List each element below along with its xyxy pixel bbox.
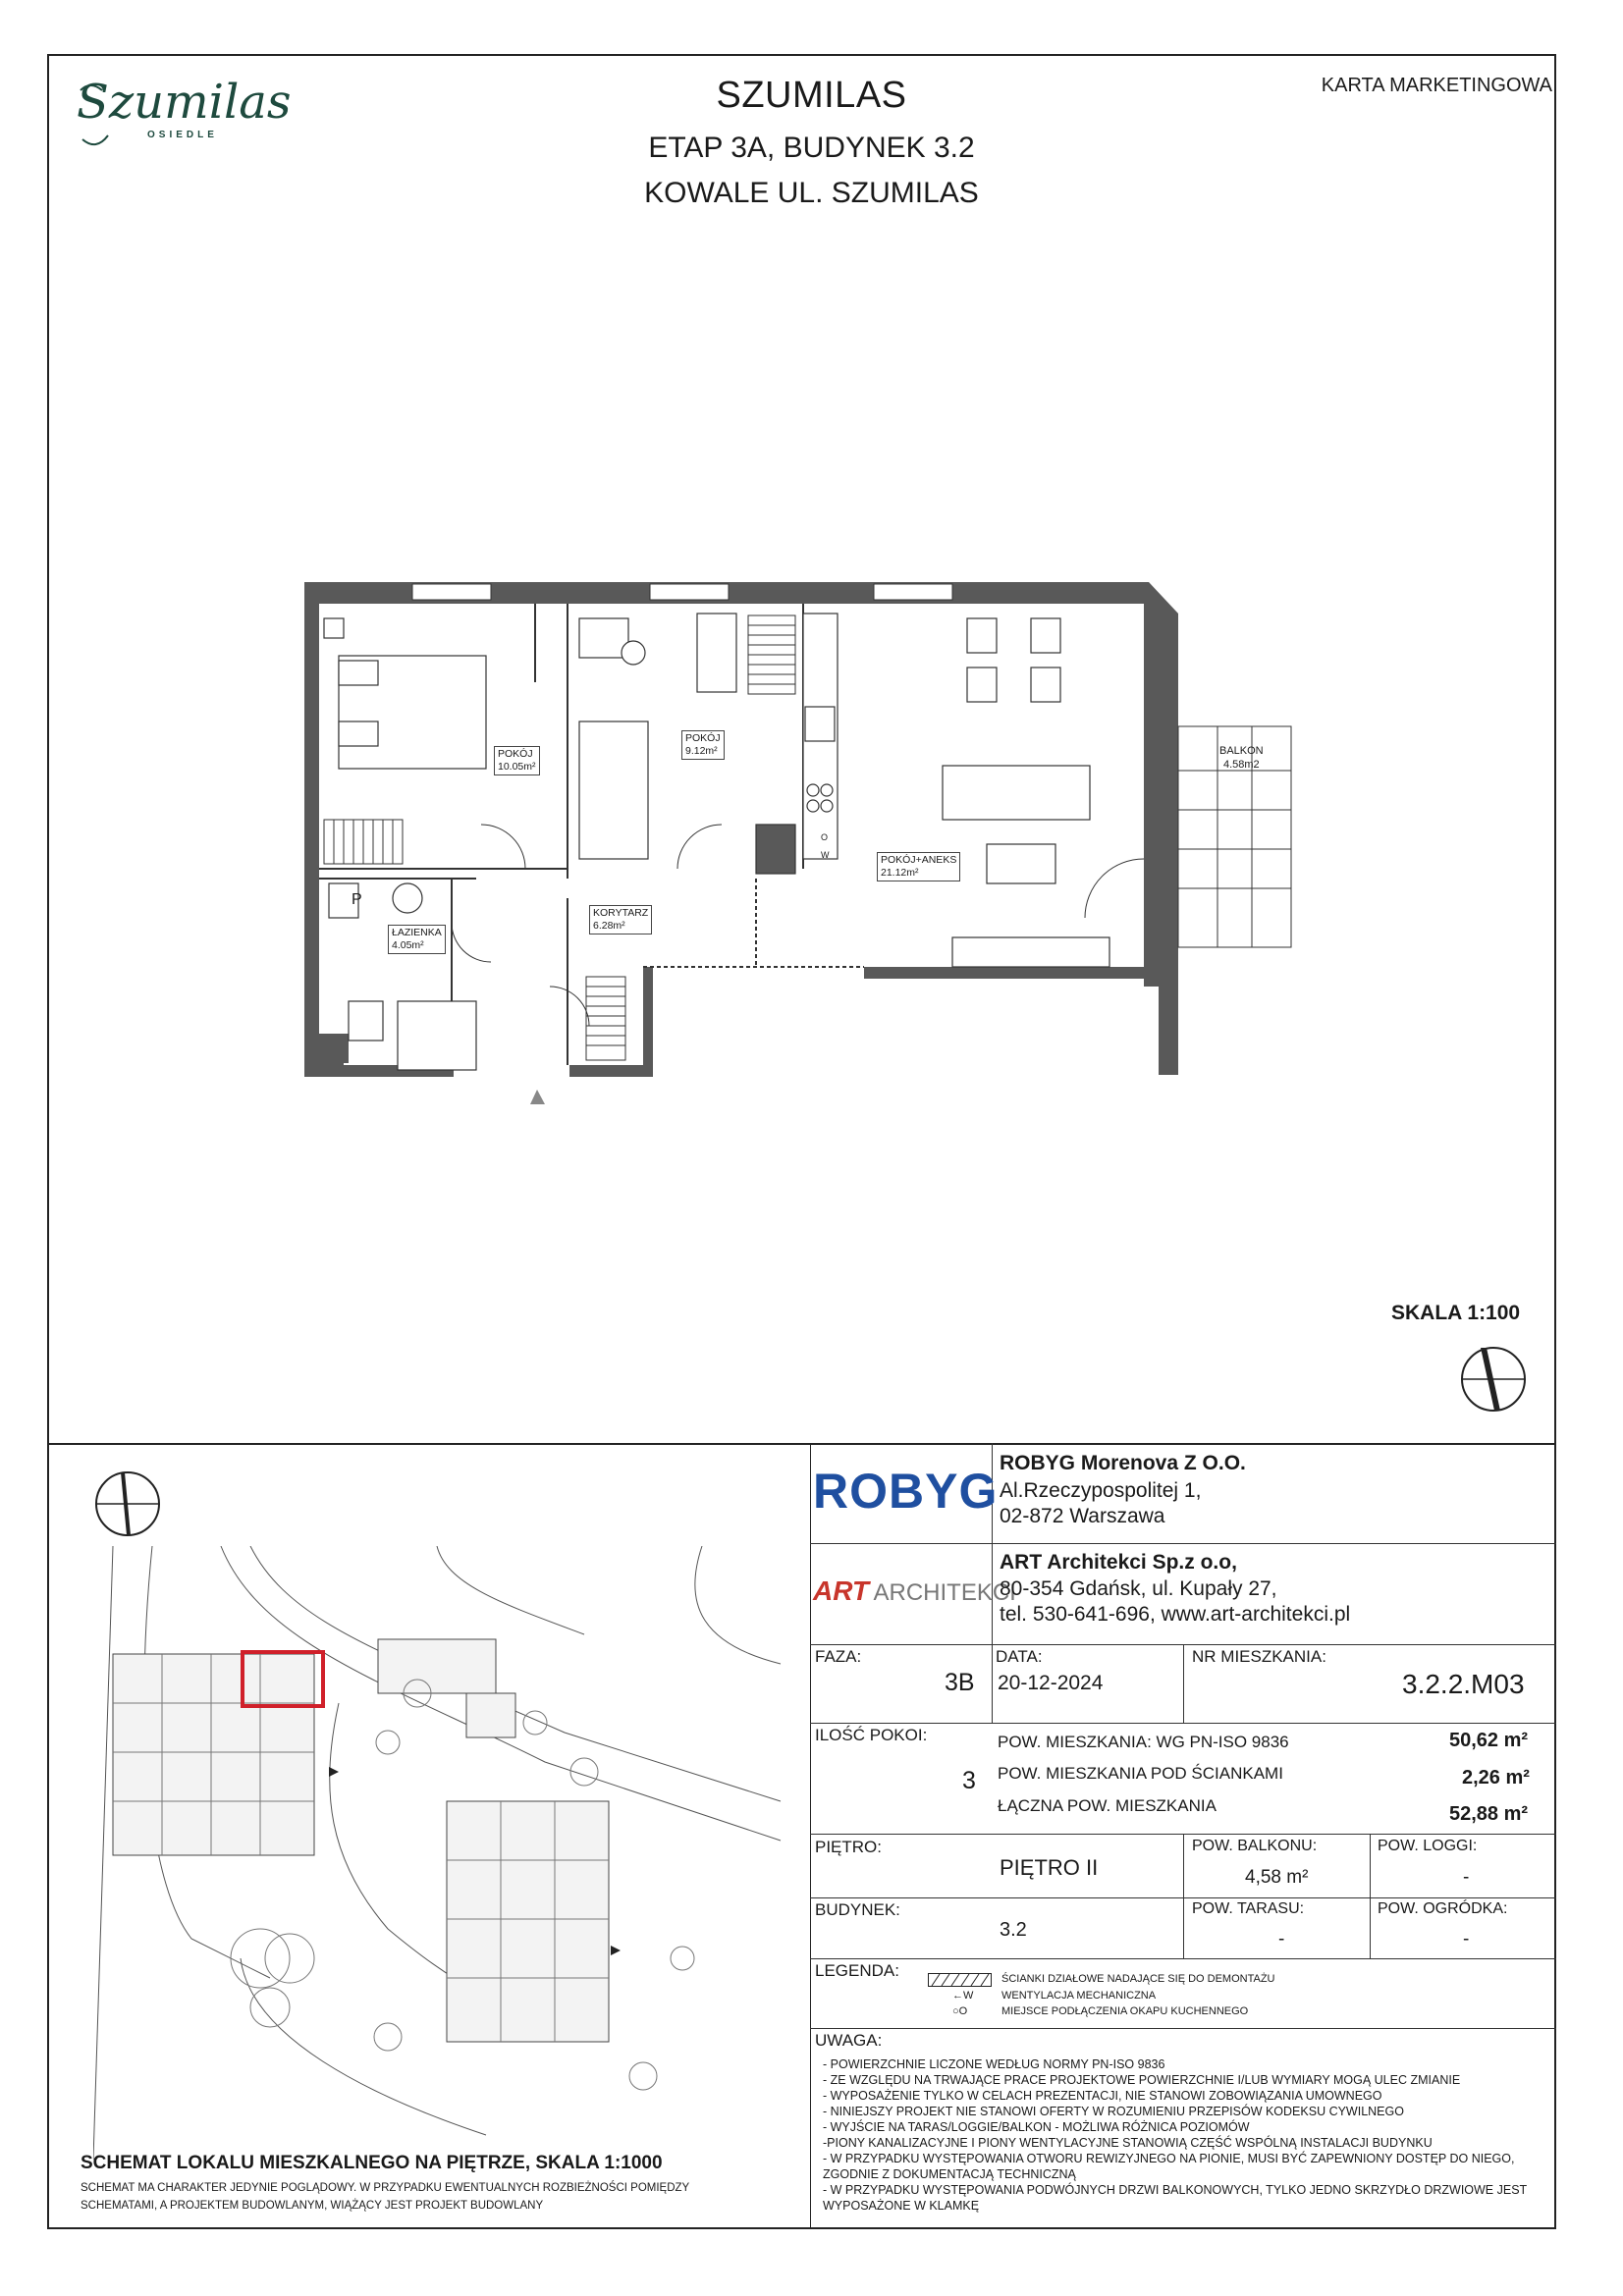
loggia-label: POW. LOGGI: [1378,1838,1478,1854]
room-label-bathroom: ŁAZIENKA 4.05m² [388,925,446,954]
site-plan [93,1546,785,2160]
divider-7 [810,2028,1556,2029]
room-label-corridor: KORYTARZ 6.28m² [589,905,652,934]
divider-3 [810,1723,1556,1724]
p-marker: P [352,891,362,908]
art-architekci-logo [813,1575,1016,1607]
column-divider [810,1443,811,2229]
data-label: DATA: [996,1647,1043,1666]
note-item: - W PRZYPADKU WYSTĘPOWANIA PODWÓJNYCH DRZWI BALKONOWYCH, TYLKO JEDNO SKRZYDŁO DRZWIOWE JEST WYPOSAŻONE W KLAMKĘ [823,2183,1527,2213]
notes-label: UWAGA: [815,2031,883,2050]
taras-label: POW. TARASU: [1192,1900,1305,1917]
art-logo-mark: ART [813,1575,870,1606]
site-desc-1: SCHEMAT MA CHARAKTER JEDYNIE POGLĄDOWY. W PRZYPADKU EWENTUALNYCH ROZBIEŻNOŚCI POMIĘDZY [81,2182,690,2194]
pokoje-value: 3 [962,1767,976,1794]
entry-arrow-icon [530,1090,545,1104]
pietro-label: PIĘTRO: [815,1838,883,1856]
balkon-divider [1370,1834,1371,1958]
faza-divider [992,1644,993,1723]
card-type: KARTA MARKETINGOWA [1321,75,1552,96]
room-label-bedroom2: POKÓJ 9.12m² [681,730,725,760]
art-logo-text: ARCHITEKCI [873,1579,1016,1606]
legend-item-2: WENTYLACJA MECHANICZNA [1001,1990,1157,2002]
divider-1 [810,1543,1556,1544]
entry-marker-1-icon [329,1767,339,1777]
site-desc-2: SCHEMATAMI, A PROJEKTEM BUDOWLANYM, WIĄŻĄCY JEST PROJEKT BUDOWLANY [81,2200,544,2212]
subtitle-location: KOWALE UL. SZUMILAS [644,177,979,209]
plan-scale: SKALA 1:100 [1391,1302,1521,1324]
developer-address-1: Al.Rzeczypospolitej 1, [1000,1479,1202,1502]
floor-plan [295,574,1296,1124]
note-item: - POWIERZCHNIE LICZONE WEDŁUG NORMY PN-ISO 9836 [823,2057,1165,2071]
note-item: - WYJŚCIE NA TARAS/LOGGIE/BALKON - MOŻLIWA RÓŻNICA POZIOMÓW [823,2120,1250,2134]
plan-furniture [324,614,1109,1070]
subtitle-stage: ETAP 3A, BUDYNEK 3.2 [648,132,975,164]
pietro-divider [1183,1834,1184,1958]
hatch-wall-icon [928,1973,992,1987]
architect-address-2: tel. 530-641-696, www.art-architekci.pl [1000,1603,1351,1626]
north-arrow-icon [1459,1345,1528,1414]
pow2-value: 2,26 m² [1462,1767,1530,1789]
architect-address-1: 80-354 Gdańsk, ul. Kupały 27, [1000,1577,1277,1600]
pow1-value: 50,62 m² [1449,1730,1529,1751]
divider-6 [810,1958,1556,1959]
balkon-label: POW. BALKONU: [1192,1838,1318,1854]
balkon-value: 4,58 m² [1245,1867,1309,1888]
site-title: SCHEMAT LOKALU MIESZKALNEGO NA PIĘTRZE, SKALA 1:1000 [81,2153,663,2173]
data-divider [1183,1644,1184,1723]
pokoje-label: ILOŚĆ POKOI: [815,1726,928,1744]
vent-w-label: W [821,850,830,860]
pow3-value: 52,88 m² [1449,1803,1529,1825]
loggia-value: - [1463,1867,1470,1888]
legend-w-icon: ←W [952,1990,974,2002]
note-item: - WYPOSAŻENIE TYLKO W CELACH PREZENTACJI, NIE STANOWI ZOBOWIĄZANIA UMOWNEGO [823,2089,1382,2103]
site-plan-buildings [113,1639,609,2042]
taras-value: - [1278,1929,1285,1949]
nr-value: 3.2.2.M03 [1402,1669,1525,1699]
robyg-logo: ROBYG [813,1464,999,1519]
site-north-arrow-icon [93,1469,162,1538]
budynek-value: 3.2 [1000,1919,1027,1941]
note-item: - W PRZYPADKU WYSTĘPOWANIA OTWORU REWIZYJNEGO NA PIONIE, MUSI BYĆ ZAPEWNIONY DOSTĘP DO NIEGO, ZGODNIE Z DOKUMENTACJĄ TECHNICZNĄ [823,2152,1515,2181]
note-item: - NINIEJSZY PROJEKT NIE STANOWI OFERTY W ROZUMIENIU PRZEPISÓW KODEKSU CYWILNEGO [823,2105,1404,2118]
pow3-label: ŁĄCZNA POW. MIESZKANIA [998,1796,1217,1815]
nr-label: NR MIESZKANIA: [1192,1647,1326,1666]
room-label-bedroom1: POKÓJ 10.05m² [494,746,540,775]
ogrodek-value: - [1463,1929,1470,1949]
legend-label: LEGENDA: [815,1961,899,1980]
developer-address-2: 02-872 Warszawa [1000,1505,1165,1527]
pietro-value: PIĘTRO II [1000,1855,1099,1880]
faza-label: FAZA: [815,1647,862,1666]
architect-name: ART Architekci Sp.z o.o, [1000,1551,1237,1574]
legend-o-icon: ○O [952,2005,968,2017]
legend-item-1: ŚCIANKI DZIAŁOWE NADAJĄCE SIĘ DO DEMONTAŻU [1001,1973,1275,1985]
pow1-label: POW. MIESZKANIA: WG PN-ISO 9836 [998,1733,1289,1751]
pow2-label: POW. MIESZKANIA POD ŚCIANKAMI [998,1764,1283,1783]
budynek-label: BUDYNEK: [815,1900,900,1919]
vent-o-label: O [821,832,829,842]
faza-value: 3B [945,1669,975,1696]
developer-name: ROBYG Morenova Z O.O. [1000,1452,1246,1474]
room-label-balcony: BALKON 4.58m2 [1219,745,1264,771]
logo-subtext: OSIEDLE [147,130,218,140]
legend-item-3: MIEJSCE PODŁĄCZENIA OKAPU KUCHENNEGO [1001,2005,1249,2017]
note-item: - ZE WZGLĘDU NA TRWAJĄCE PRACE PROJEKTOWE POWIERZCHNIE I/LUB WYMIARY MOGĄ ULEC ZMIANIE [823,2073,1461,2087]
note-item: -PIONY KANALIZACYJNE I PIONY WENTYLACYJNE STANOWIĄ CZĘŚĆ WSPÓLNĄ INSTALACJI BUDYNKU [823,2136,1433,2150]
notes-list [823,2056,1540,2214]
room-label-living-kitchen: POKÓJ+ANEKS 21.12m² [877,852,960,881]
logo-text: Szumilas [77,75,292,130]
section-divider [47,1443,1556,1445]
data-value: 20-12-2024 [998,1672,1104,1694]
entry-marker-2-icon [611,1946,621,1955]
ogrodek-label: POW. OGRÓDKA: [1378,1900,1508,1917]
page-title: SZUMILAS [716,75,907,116]
